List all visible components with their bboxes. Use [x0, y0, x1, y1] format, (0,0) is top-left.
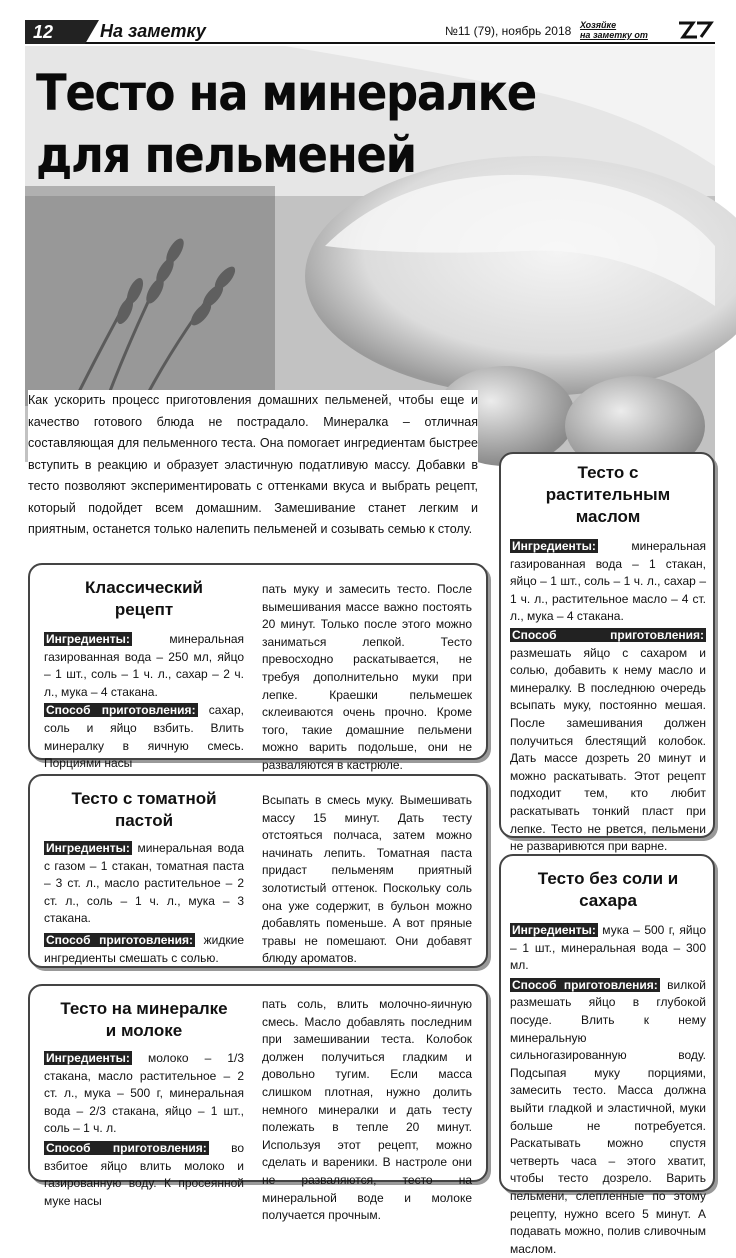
- method-label: Способ приготовления:: [512, 977, 658, 992]
- recipe-nosalt-title: Тесто без соли и сахара: [537, 869, 679, 910]
- page-header: [25, 20, 715, 44]
- ingredients-text: мука – 500 г, яйцо – 1 шт., минеральная вода – 300 мл.: [510, 923, 706, 973]
- recipe-tomato-title: Тесто с томатной пастой: [71, 789, 217, 830]
- method-text: сахар, соль и яйцо взбить. Влить минералку в яичную смесь. Порциями насы: [44, 703, 244, 771]
- recipe-milk-right: пать соль, влить молочно-яичную смесь. Масло добавлять последним при замешивании теста. Колобок должен получиться гладким и довольно тугим. Если масса слишком плотная, нужно долить немного минералки и дать тесту полежать в тепле 20 минут. Используя этот рецепт, можно сделать и вареники. В настроле они не разваляются, тесто на минеральной воде и молоке получается прочным.: [262, 997, 472, 1223]
- ingredients-label: Ингредиенты:: [512, 923, 596, 937]
- recipe-nosalt-content: [510, 868, 706, 1258]
- recipe-tomato-right: Всыпать в смесь муку. Вымешивать массу 15 минут. Дать тесту отстояться полчаса, затем можно начинать лепить. Томатная паста придаст пельменям приятный золотистый оттенок. Поскольку соль она уже содержит, в бульон можно добавлять поменьше. А вот пряные травы не помешают. Они добавят блюду ароматов.: [262, 793, 472, 966]
- article-intro: Как ускорить процесс приготовления домашних пельменей, чтобы еще и качество готового блюда не пострадало. Минералка – отличная составляющая для пельменного теста. Она помогает ингредиентам быстрее вступить в реакцию и образует эластичную податливую массу. Добавки в тесто позволяют экспериментировать с оттенками вкуса и выбрать рецепт, который подойдет всем домашним. Замешивание станет легким и приятным, останется только налепить пельменей и созывать семью к столу.: [28, 390, 478, 541]
- ingredients-label: Ингредиенты:: [46, 1051, 130, 1065]
- recipe-nosalt-method: [510, 977, 706, 1258]
- recipe-milk-ingredients: [44, 1050, 244, 1138]
- method-text: размешать яйцо с сахаром и солью, добавить к нему масло и минералку. В последнюю очередь всыпать муку, постоянно мешая. После замешивания должен получиться блестящий колобок. Дать массе дозреть 20 минут и можно раскатывать. Этот рецепт подходит тем, кто любит раскатывать тонкий пласт при лепке. Тесто не рвется, пельмени не разваривются при варне.: [510, 645, 706, 854]
- recipe-box-tomato: [28, 774, 488, 968]
- recipe-classic-ingredients: [44, 631, 244, 701]
- brand-line-1: Хозяйке: [580, 20, 617, 30]
- title-line-2: для пельменей: [36, 126, 416, 184]
- section-name: На заметку: [100, 21, 206, 41]
- recipe-box-nosalt: [499, 854, 715, 1256]
- recipe-box-oil: [499, 452, 715, 854]
- recipe-oil-title: Тесто с растительным маслом: [545, 463, 671, 526]
- recipe-nosalt-ingredients: [510, 922, 706, 975]
- recipe-oil-method: [510, 627, 706, 856]
- recipe-classic-left: [44, 577, 244, 773]
- method-label: Способ приготовления:: [512, 627, 704, 642]
- recipe-classic-title: Классический рецепт: [85, 578, 203, 619]
- ingredients-label: Ингредиенты:: [46, 841, 130, 855]
- method-text: жидкие ингредиенты смешать с солью.: [44, 932, 244, 965]
- recipe-milk-left: [44, 998, 244, 1210]
- recipe-tomato-ingredients: [44, 840, 244, 928]
- recipe-milk-method: [44, 1140, 244, 1210]
- recipe-oil-content: [510, 462, 706, 856]
- ingredients-text: минеральная вода с газом – 1 стакан, томатная паста – 3 ст. л., масло растительное – 2 ст. л., соль – 1 ч. л., мука – 3 стакана.: [44, 841, 244, 926]
- brand-line-2: на заметку от: [580, 30, 648, 40]
- method-text: вилкой размешать яйцо в глубокой посуде. Влить к нему минеральную сильногазированную воду. Подсыпая муку порциями, замесить тесто. Масса должна выйти гладкой и эластичной, муки больше не потребуется. Раскатывать можно спустя четверть часа – этого хватит, чтобы тесто дозрело. Варить пельмени, слепленные по этому рецепту, нужно всего 5 минут. А подавать можно, полив сливочным маслом.: [510, 977, 706, 1256]
- article-title: [36, 62, 536, 186]
- ingredients-label: Ингредиенты:: [512, 539, 596, 553]
- recipe-box-classic: [28, 563, 488, 772]
- ingredients-text: молоко – 1/3 стакана, масло растительное – 2 ст. л., мука – 500 г, минеральная вода – 2/3 стакана, яйцо – 1 шт., соль – 1 ч. л.: [44, 1051, 244, 1136]
- method-label: Способ приготовления:: [46, 932, 193, 947]
- brand-logo-icon: [675, 20, 715, 40]
- recipe-milk-title: Тесто на минералке и молоке: [60, 999, 228, 1040]
- title-line-1: Тесто на минералке: [36, 64, 536, 122]
- recipe-classic-right: пать муку и замесить тесто. После вымешивания массе важно постоять 20 минут. Только после этого можно заниматься лепкой. Тесто превосходно раскатывается, не требуя дополнительно муки при лепке. Краешки пельмешек склеиваются очень прочно. Кроме того, такие домашние пельмени можно варить подольше, они не разваляются в кастрюле.: [262, 582, 472, 772]
- ingredients-label: Ингредиенты:: [46, 632, 130, 646]
- ingredients-text: минеральная газированная вода – 1 стакан, яйцо – 1 шт., соль – 1 ч. л., сахар – 1 ч. л., растительное масло – 4 ст. л., мука – 4 стакана.: [510, 539, 706, 624]
- issue-info: №11 (79), ноябрь 2018: [445, 24, 572, 38]
- brand-name: [580, 20, 648, 40]
- recipe-oil-ingredients: [510, 538, 706, 626]
- method-text: во взбитое яйцо влить молоко и газированную воду. К просеянной муке насы: [44, 1140, 244, 1208]
- method-label: Способ приготовления:: [46, 703, 196, 718]
- method-label: Способ приготовления:: [46, 1140, 207, 1155]
- recipe-box-milk: [28, 984, 488, 1223]
- recipe-classic-method: [44, 702, 244, 772]
- recipe-tomato-method: [44, 932, 244, 967]
- recipe-tomato-left: [44, 788, 244, 967]
- page-number: 12: [25, 20, 85, 44]
- ingredients-text: минеральная газированная вода – 250 мл, яйцо – 1 шт., соль – 1 ч. л., сахар – 2 ч. л., мука – 4 стакана.: [44, 632, 244, 699]
